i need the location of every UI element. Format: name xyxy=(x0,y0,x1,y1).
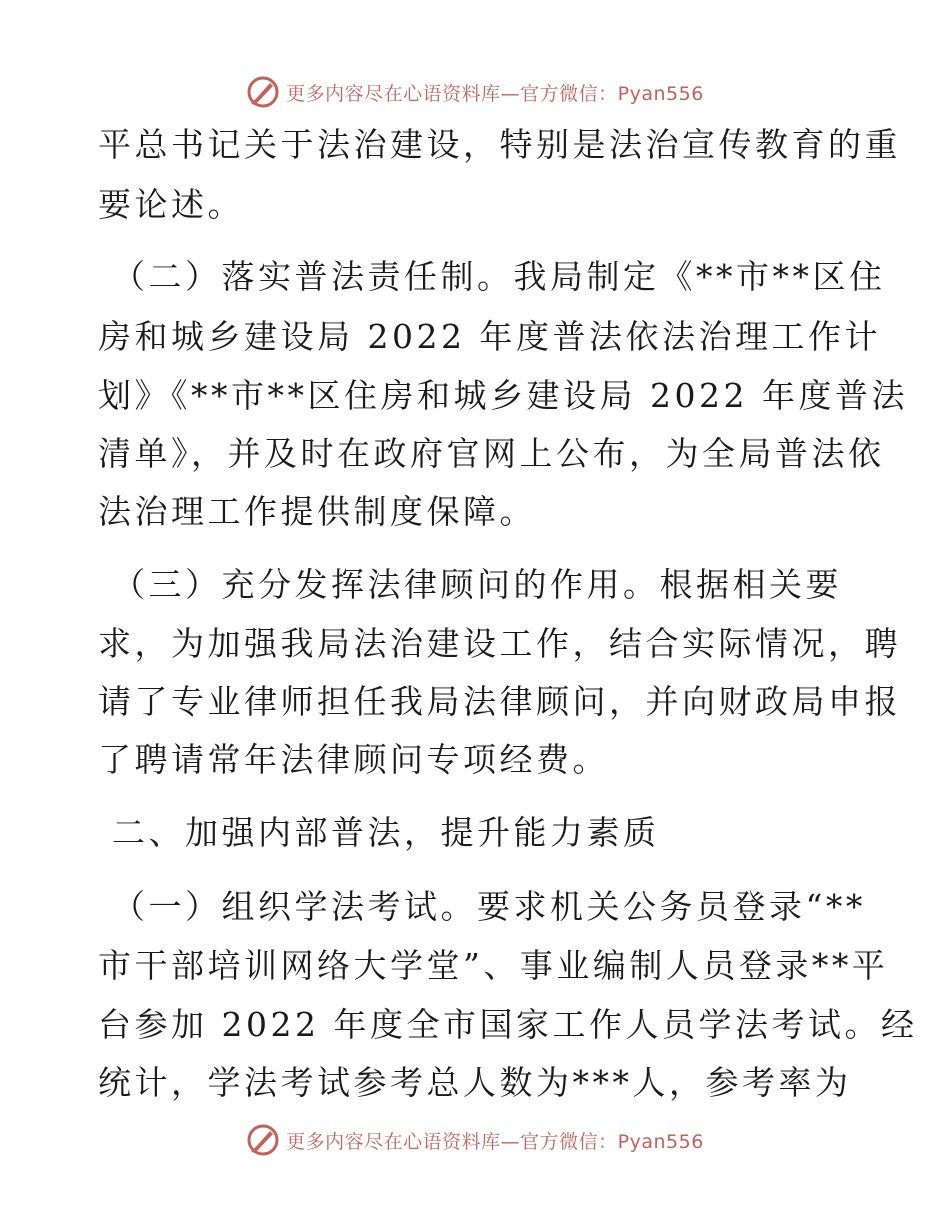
section-heading: 二、加强内部普法，提升能力素质 xyxy=(112,813,660,852)
paragraph-start-line: （二）落实普法责任制。我局制定《**市**区住 xyxy=(112,257,886,296)
watermark-text: 更多内容尽在心语资料库—官方微信：Pyan556 xyxy=(286,82,704,105)
feather-pen-logo-icon xyxy=(246,1123,280,1157)
text-line: 清单》，并及时在政府官网上公布，为全局普法依 xyxy=(98,434,885,473)
watermark-text: 更多内容尽在心语资料库—官方微信：Pyan556 xyxy=(286,1130,704,1153)
text-line: 要论述。 xyxy=(98,185,244,224)
watermark-header xyxy=(0,72,950,112)
watermark-footer xyxy=(0,1120,950,1160)
text-line: 台参加 2022 年度全市国家工作人员学法考试。经 xyxy=(98,1005,918,1044)
text-line: 了聘请常年法律顾问专项经费。 xyxy=(98,740,609,779)
paragraph-start-line: （一）组织学法考试。要求机关公务员登录“** xyxy=(112,887,866,926)
paragraph-start-line: （三）充分发挥法律顾问的作用。根据相关要 xyxy=(112,565,842,604)
feather-pen-logo-icon xyxy=(246,75,280,109)
text-line: 划》《**市**区住房和城乡建设局 2022 年度普法 xyxy=(98,376,908,415)
text-line: 市干部培训网络大学堂”、事业编制人员登录**平 xyxy=(98,946,889,985)
text-line: 房和城乡建设局 2022 年度普法依法治理工作计 xyxy=(98,317,881,356)
text-line: 法治理工作提供制度保障。 xyxy=(98,492,536,531)
text-line: 统计，学法考试参考总人数为***人，参考率为 xyxy=(98,1063,852,1102)
text-line: 请了专业律师担任我局法律顾问，并向财政局申报 xyxy=(98,682,901,721)
text-line: 平总书记关于法治建设，特别是法治宣传教育的重 xyxy=(98,125,901,164)
text-line: 求，为加强我局法治建设工作，结合实际情况，聘 xyxy=(98,624,901,663)
